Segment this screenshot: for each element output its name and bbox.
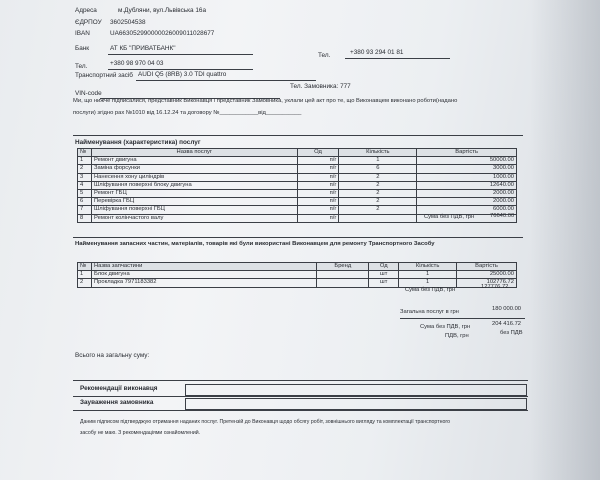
vehicle-underline [136,80,316,81]
parts-col-qty: Кількість [399,263,457,271]
parts-sum-value: 127776.72 [481,284,509,290]
table-row: 3 Нанесення хону циліндрів п/г 2 1000.00 [78,173,517,181]
vehicle-value: AUDI Q5 (8RB) 3.0 TDI quattro [138,71,227,78]
total-services-underline [400,318,525,319]
intro-line-1: Ми, що нижче підписалися, представник Виконавця і представник Замовника, уклали цей акт про те, що Виконавцем виконано роботи(надано [73,98,458,104]
recommendations-top-rule [73,380,528,381]
phone-underline [108,69,253,70]
services-col-name: Назва послуг [91,149,297,157]
edrpou-value: 3602504538 [110,19,146,26]
recommendations-field [185,384,527,396]
total-services-value: 180 000.00 [492,306,522,312]
table-row: 8 Ремонт колінчастого валу п/г [78,214,517,222]
parts-col-brand: Бренд [317,263,369,271]
vehicle-label: Транспортний засіб [75,72,133,79]
tel-right-value: +380 93 294 01 81 [350,49,404,56]
services-col-unit: Од [297,149,339,157]
services-sum-value: 76640.00 [490,213,515,219]
services-col-price: Вартість [417,149,517,157]
total-sum-label: Всього на загальну суму: [75,352,150,359]
total-pdv-value: без ПДВ [500,330,523,336]
table-row: 4 Шліфування поверхні блоку двигуна п/г 2 12640.00 [78,181,517,189]
table-row: 6 Перевірка ГБЦ п/г 2 2000.00 [78,198,517,206]
total-nopdv-value: 204 416.72 [492,321,522,327]
services-header-row [78,149,517,157]
table-row: 1 Блок двигуна шт 1 25000.00 [78,271,517,279]
page-shadow [530,0,600,480]
total-services-label: Загальна послуг в грн [400,309,459,315]
total-nopdv-label: Сума без ПДВ, грн [420,324,471,330]
customer-notes-bottom-rule [73,410,528,411]
vin-label: VIN-code [75,90,102,97]
recommendations-bottom-rule [73,396,528,397]
services-table [77,148,517,223]
parts-col-num: № [78,263,92,271]
address-value: м.Дубляни, вул.Львівська 16а [118,7,207,14]
customer-phone: Тел. Замовника: 777 [290,83,351,90]
parts-title: Найменування запасних частин, матеріалів, товарів які були використані Виконавцем для ремонту Транспортного Засобу [75,241,435,247]
footer-line-2: засобу не маю. З рекомендаціями ознайомлений. [80,430,201,436]
parts-sum-label: Сума без ПДВ, грн [405,287,456,293]
parts-col-unit: Од [369,263,399,271]
table-row: 2 Заміна форсунки п/г 6 3000.00 [78,165,517,173]
table-row: 1 Ремонт двигуна п/г 1 50000.00 [78,157,517,165]
iban-value: UA663052990000026009011028677 [110,30,215,37]
footer-line-1: Даним підписом підтверджую отримання наданих послуг. Претензій до Виконавця щодо обсягу робіт, зовнішнього вигляду та комплектації транспортного [80,419,450,425]
parts-col-name: Назва запчастини [91,263,316,271]
bank-label: Банк [75,45,90,52]
total-pdv-label: ПДВ, грн [445,333,469,339]
customer-notes-field [185,398,527,410]
customer-notes-label: Зауваження замовника [80,399,154,406]
address-label: Адреса [75,7,97,14]
phone-label: Тел. [75,63,88,70]
services-col-qty: Кількість [339,149,417,157]
iban-label: IBAN [75,30,90,37]
recommendations-label: Рекомендації виконавця [80,385,158,392]
services-title: Найменування (характеристика) послуг [75,139,201,146]
services-sum-label: Сума без ПДВ, грн [424,214,475,220]
intro-line-2: послуги) згідно рах №1010 від 16.12.24 та договору №____________від___________ [73,110,302,116]
phone-value: +380 98 970 04 03 [110,60,164,67]
table-row: 5 Ремонт ГБЦ п/г 2 2000.00 [78,190,517,198]
table-row: 2 Прокладка 7971183382 шт 1 102776.72 [78,279,517,287]
tel-right-underline [345,58,450,59]
table-row: 7 Шліфування поверхні ГБЦ п/г 2 6000.00 [78,206,517,214]
parts-header-row [78,263,517,271]
parts-rule [73,237,523,238]
tel-right-label: Тел. [318,52,331,59]
parts-table [77,262,517,288]
edrpou-label: ЄДРПОУ [75,19,102,26]
services-col-num: № [78,149,92,157]
services-rule [73,135,523,136]
bank-underline [108,54,253,55]
bank-value: АТ КБ "ПРИВАТБАНК" [110,45,176,52]
parts-col-price: Вартість [457,263,517,271]
